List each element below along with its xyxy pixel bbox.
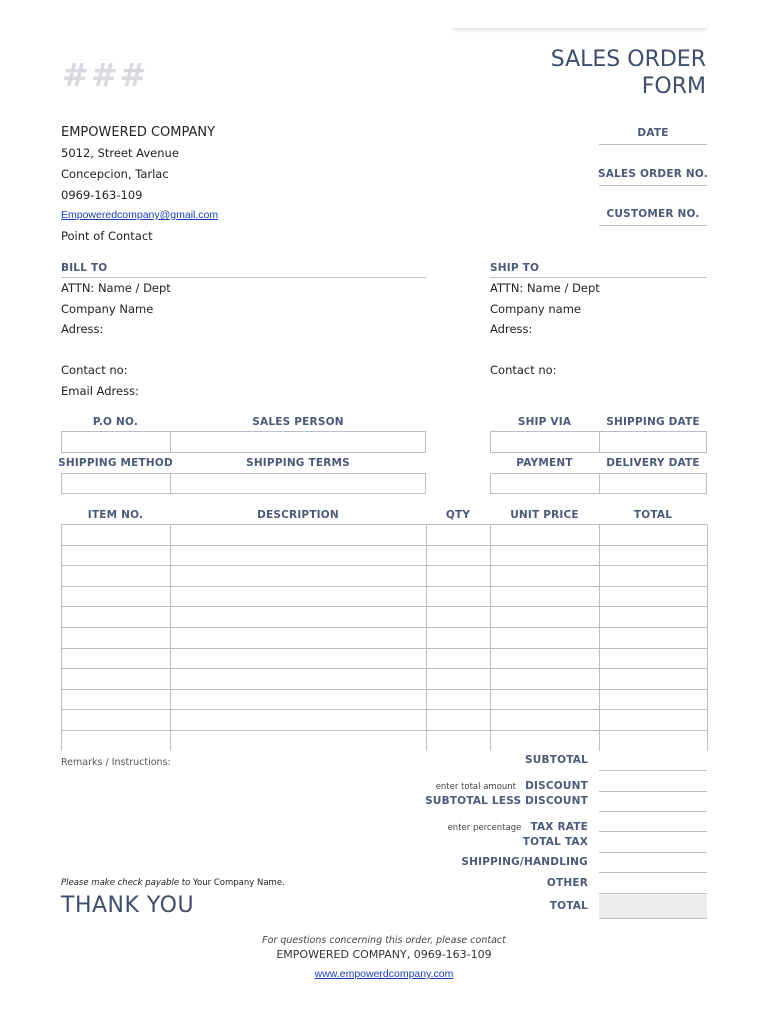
col-unit-price: UNIT PRICE <box>510 509 579 521</box>
tax-hint: enter percentage <box>447 823 522 833</box>
total-label: TOTAL <box>549 900 588 912</box>
customer-no-label: CUSTOMER NO. <box>606 208 700 220</box>
col-item-no: ITEM NO. <box>87 509 144 521</box>
bill-to-rule <box>61 277 426 278</box>
subtotal-less-discount-field[interactable] <box>599 811 707 812</box>
shipping-handling-field[interactable] <box>599 872 707 873</box>
footer-website-wrap <box>0 968 768 980</box>
ship-via-label: SHIP VIA <box>517 416 572 428</box>
page-title <box>551 46 706 100</box>
col-qty: QTY <box>445 509 471 521</box>
discount-hint: enter total amount <box>435 782 516 792</box>
shipping-date-field[interactable] <box>599 431 707 453</box>
other-field[interactable] <box>599 893 707 894</box>
top-scroll-edge <box>452 22 706 29</box>
shipping-handling-label: SHIPPING/HANDLING <box>461 856 588 868</box>
po-no-field[interactable] <box>61 431 171 453</box>
total-tax-field[interactable] <box>599 852 707 853</box>
payment-label: PAYMENT <box>516 457 573 469</box>
footer-question: For questions concerning this order, please contact <box>262 935 506 946</box>
shipping-terms-label: SHIPPING TERMS <box>246 457 350 469</box>
tax-rate-row <box>448 815 588 834</box>
company-contact: Point of Contact <box>61 229 153 243</box>
bill-to-address: Adress: <box>61 322 104 336</box>
ship-to-attn: ATTN: Name / Dept <box>490 281 600 295</box>
delivery-date-field[interactable] <box>599 473 707 494</box>
sales-person-field[interactable] <box>170 431 426 453</box>
ship-to-company: Company name <box>490 302 581 316</box>
bill-to-email: Email Adress: <box>61 384 139 398</box>
shipping-method-label: SHIPPING METHOD <box>58 457 173 469</box>
sales-order-no-label: SALES ORDER NO. <box>598 168 708 180</box>
shipping-terms-field[interactable] <box>170 473 426 494</box>
thank-you-text: THANK YOU <box>61 893 195 918</box>
payable-note <box>61 878 285 888</box>
subtotal-field[interactable] <box>599 770 707 771</box>
discount-field[interactable] <box>599 791 707 792</box>
payment-field[interactable] <box>490 473 600 494</box>
date-field[interactable] <box>599 144 707 145</box>
ship-to-rule <box>490 277 707 278</box>
payable-note-rest: Your Company Name. <box>190 878 285 888</box>
ship-to-label: SHIP TO <box>490 262 540 274</box>
items-table-grid <box>61 524 708 751</box>
date-label: DATE <box>637 127 669 139</box>
bill-to-contact: Contact no: <box>61 363 128 377</box>
ship-to-contact: Contact no: <box>490 363 557 377</box>
logo-placeholder: ### <box>62 56 149 94</box>
sales-order-no-field[interactable] <box>599 185 707 186</box>
ship-via-field[interactable] <box>490 431 600 453</box>
ship-to-address: Adress: <box>490 322 533 336</box>
shipping-method-field[interactable] <box>61 473 171 494</box>
po-no-label: P.O NO. <box>92 416 139 428</box>
page-title-line1: SALES ORDER <box>550 47 706 72</box>
other-label: OTHER <box>546 877 588 889</box>
footer-website-link[interactable]: www.empowerdcompany.com <box>314 968 454 980</box>
company-address1: 5012, Street Avenue <box>61 146 179 160</box>
total-tax-label: TOTAL TAX <box>522 836 588 848</box>
discount-row <box>436 774 588 793</box>
company-name: EMPOWERED COMPANY <box>61 125 216 140</box>
company-address2: Concepcion, Tarlac <box>61 167 169 181</box>
discount-label: DISCOUNT <box>525 780 588 792</box>
col-description: DESCRIPTION <box>257 509 339 521</box>
subtotal-label: SUBTOTAL <box>525 754 588 766</box>
bill-to-attn: ATTN: Name / Dept <box>61 281 171 295</box>
company-phone: 0969-163-109 <box>61 188 143 202</box>
total-field[interactable] <box>599 895 707 919</box>
tax-rate-field[interactable] <box>599 831 707 832</box>
remarks-label: Remarks / Instructions: <box>61 757 171 768</box>
payable-note-italic: Please make check payable to <box>61 878 191 888</box>
company-email-link[interactable]: Empoweredcompany@gmail.com <box>61 209 219 221</box>
customer-no-field[interactable] <box>599 225 707 226</box>
page-title-line2: FORM <box>641 74 706 99</box>
delivery-date-label: DELIVERY DATE <box>606 457 700 469</box>
col-total: TOTAL <box>633 509 673 521</box>
shipping-date-label: SHIPPING DATE <box>606 416 700 428</box>
subtotal-less-discount-label: SUBTOTAL LESS DISCOUNT <box>425 795 588 807</box>
footer-company-line: EMPOWERED COMPANY, 0969-163-109 <box>276 948 492 961</box>
items-table <box>61 524 708 751</box>
bill-to-company: Company Name <box>61 302 154 316</box>
sales-person-label: SALES PERSON <box>252 416 344 428</box>
tax-rate-label: TAX RATE <box>530 821 588 833</box>
bill-to-label: BILL TO <box>61 262 108 274</box>
